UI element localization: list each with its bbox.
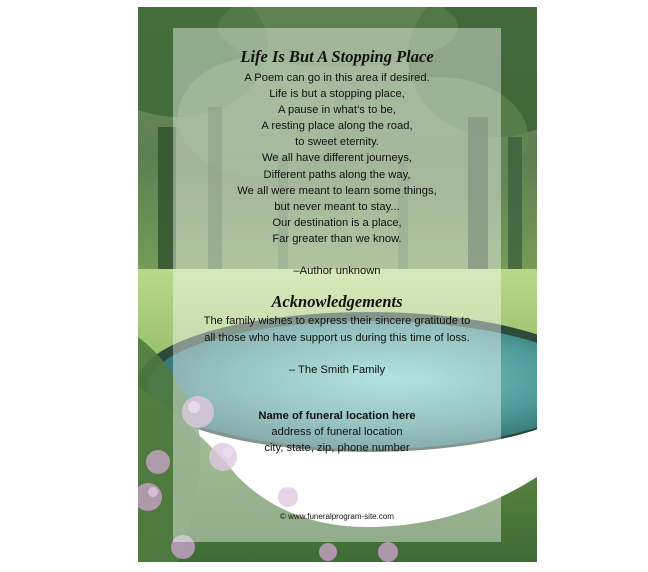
acknowledgements-line: all those who have support us during this time of loss. [204,331,470,344]
poem-line: Our destination is a place, [272,216,402,229]
poem-line: A Poem can go in this area if desired. [244,72,430,84]
acknowledgements-text [173,313,501,346]
poem-line: Far greater than we know. [272,232,402,245]
location-details: city, state, zip, phone number [264,442,410,455]
location-name: Name of funeral location here [258,410,416,423]
program-card [138,7,537,562]
poem-line: but never meant to stay... [274,200,400,213]
acknowledgements-title: Acknowledgements [271,292,403,312]
poem-author: –Author unknown [293,265,381,278]
family-signature: – The Smith Family [288,364,386,377]
poem-body [173,70,501,247]
poem-title: Life Is But A Stopping Place [240,47,434,66]
copyright-credit: © www.funeralprogram-site.com [280,512,394,522]
poem-line: A pause in what’s to be, [278,104,396,117]
location-address: address of funeral location [271,426,403,439]
poem-line: Life is but a stopping place, [269,88,405,101]
program-text [173,28,501,522]
poem-line: to sweet eternity. [295,136,379,149]
poem-line: Different paths along the way, [263,168,411,181]
poem-line: We all were meant to learn some things, [237,184,437,197]
acknowledgements-line: The family wishes to express their sincere gratitude to [203,315,471,328]
poem-line: A resting place along the road, [261,120,413,133]
poem-line: We all have different journeys, [261,152,413,165]
